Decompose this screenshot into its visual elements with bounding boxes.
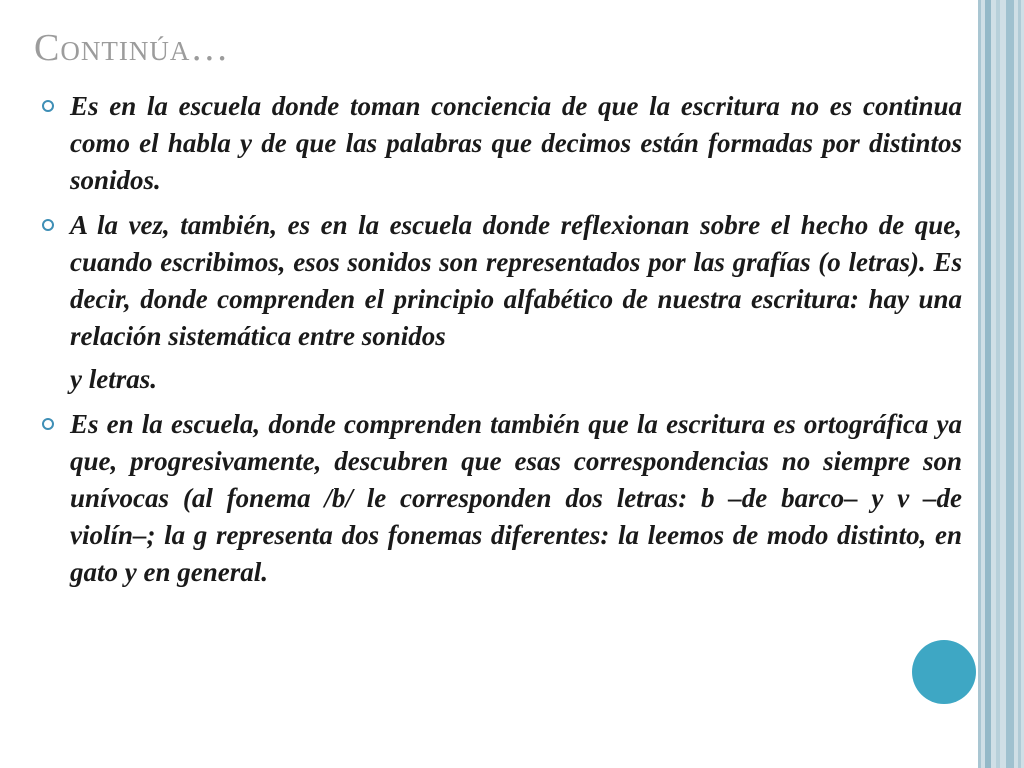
decorative-stripes	[978, 0, 1024, 768]
bullet-icon	[42, 100, 54, 112]
stripe	[1006, 0, 1014, 768]
bullet-continuation: y letras.	[70, 364, 157, 394]
bullet-list	[38, 88, 962, 599]
bullet-item	[38, 88, 962, 199]
bullet-text: A la vez, también, es en la escuela donde reflexionan sobre el hecho de que, cuando escribimos, esos sonidos son representados por las grafías (o letras). Es decir, donde comprenden el principio alfabético de nuestra escritura: hay una relación sistemática entre sonidos	[70, 210, 962, 351]
bullet-text: Es en la escuela, donde comprenden también que la escritura es ortográfica ya que, progresivamente, descubren que esas correspondencias no siempre son unívocas (al fonema /b/ le corresponden dos letras: b –de barco– y v –de violín–; la g representa dos fonemas diferentes: la leemos de modo distinto, en gato y en general.	[70, 409, 962, 587]
decorative-circle	[912, 640, 976, 704]
stripe	[1018, 0, 1021, 768]
stripe	[985, 0, 991, 768]
stripe	[978, 0, 981, 768]
bullet-item	[38, 406, 962, 591]
bullet-item	[38, 207, 962, 398]
bullet-text: Es en la escuela donde toman conciencia de que la escritura no es continua como el habla y de que las palabras que decimos están formadas por distintos sonidos.	[70, 91, 962, 195]
slide-title: Continúa…	[34, 27, 230, 69]
bullet-icon	[42, 418, 54, 430]
stripe	[996, 0, 1000, 768]
bullet-icon	[42, 219, 54, 231]
